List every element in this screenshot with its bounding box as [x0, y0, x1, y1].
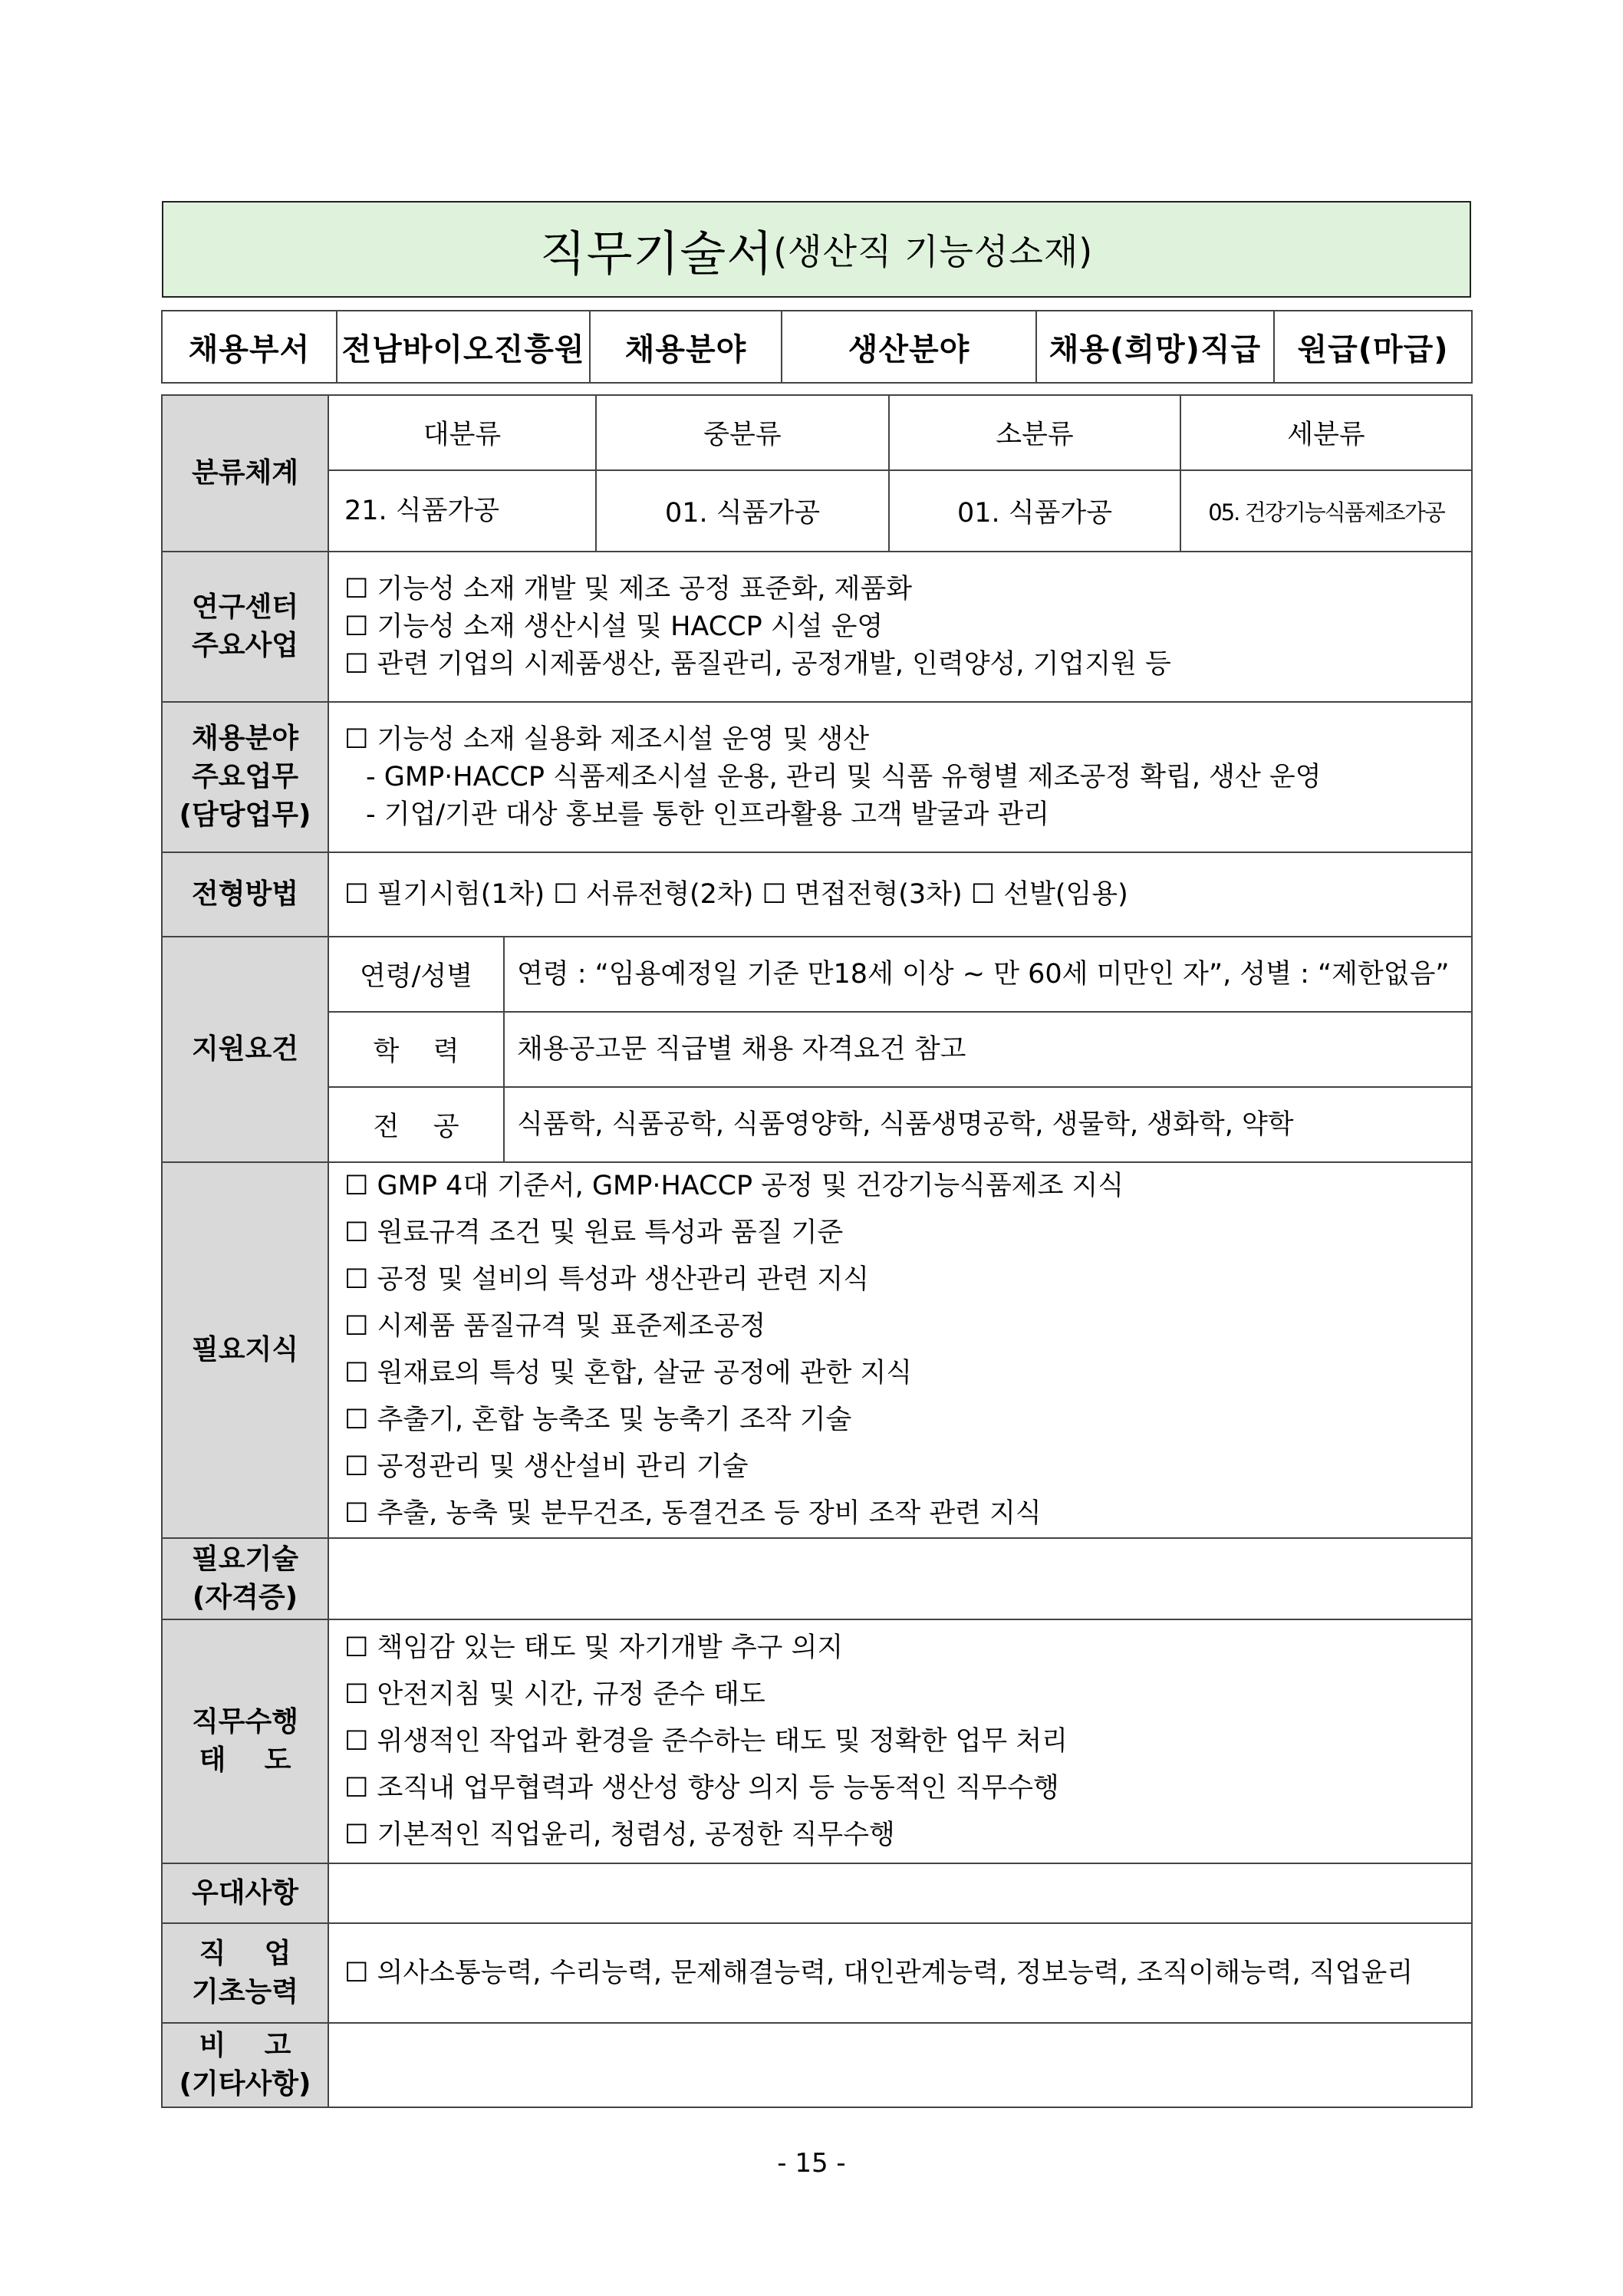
requirement-key: 학 력 — [328, 1012, 504, 1087]
remarks-content — [328, 2023, 1472, 2107]
header-field-label: 채용분야 — [590, 311, 782, 383]
research-center-label: 연구센터 주요사업 — [162, 552, 328, 702]
requirement-key: 연령/성별 — [328, 937, 504, 1012]
class-value-minor: 01. 식품가공 — [889, 470, 1180, 552]
list-item: ☐ 기본적인 직업윤리, 청렴성, 공정한 직무수행 — [344, 1819, 895, 1850]
list-item: ☐ 기능성 소재 개발 및 제조 공정 표준화, 제품화 — [344, 573, 913, 604]
attitude-label: 직무수행 태 도 — [162, 1619, 328, 1863]
header-table — [161, 310, 1473, 384]
class-header-detail: 세분류 — [1180, 395, 1472, 470]
list-item: ☐ 관련 기업의 시제품생산, 품질관리, 공정개발, 인력양성, 기업지원 등 — [344, 648, 1171, 680]
research-center-content — [328, 552, 1472, 702]
page-number: - 15 - — [777, 2148, 846, 2179]
class-header-minor: 소분류 — [889, 395, 1180, 470]
list-item: ☐ 공정관리 및 생산설비 관리 기술 — [344, 1451, 749, 1482]
knowledge-label: 필요지식 — [162, 1162, 328, 1538]
class-value-middle: 01. 식품가공 — [596, 470, 889, 552]
list-item: ☐ 원재료의 특성 및 혼합, 살균 공정에 관한 지식 — [344, 1358, 913, 1388]
list-item: - GMP·HACCP 식품제조시설 운용, 관리 및 식품 유형별 제조공정 확립, 생산 운영 — [366, 761, 1322, 792]
knowledge-content — [328, 1162, 1472, 1538]
header-field-value: 생산분야 — [782, 311, 1036, 383]
list-item: ☐ 시제품 품질규격 및 표준제조공정 — [344, 1311, 766, 1342]
main-duties-content — [328, 702, 1472, 852]
requirement-value: 식품학, 식품공학, 식품영양학, 식품생명공학, 생물학, 생화학, 약학 — [504, 1087, 1472, 1162]
class-value-detail: 05. 건강기능식품제조가공 — [1208, 499, 1444, 525]
header-grade-value: 원급(마급) — [1274, 311, 1472, 383]
requirement-key: 전 공 — [328, 1087, 504, 1162]
preference-content — [328, 1863, 1472, 1923]
list-item: ☐ GMP 4대 기준서, GMP·HACCP 공정 및 건강기능식품제조 지식 — [344, 1171, 1124, 1201]
selection-content: ☐ 필기시험(1차) ☐ 서류전형(2차) ☐ 면접전형(3차) ☐ 선발(임용) — [328, 852, 1472, 937]
remarks-label: 비 고 (기타사항) — [162, 2023, 328, 2107]
basic-ability-content: ☐ 의사소통능력, 수리능력, 문제해결능력, 대인관계능력, 정보능력, 조직이해능력, 직업윤리 — [344, 1957, 1414, 1988]
header-dept-value: 전남바이오진흥원 — [337, 311, 590, 383]
requirement-value: 연령 : “임용예정일 기준 만18세 이상 ~ 만 60세 미만인 자”, 성별 : “제한없음” — [517, 958, 1450, 990]
list-item: ☐ 공정 및 설비의 특성과 생산관리 관련 지식 — [344, 1264, 870, 1295]
list-item: ☐ 책임감 있는 태도 및 자기개발 추구 의지 — [344, 1632, 844, 1663]
list-item: ☐ 원료규격 조건 및 원료 특성과 품질 기준 — [344, 1217, 844, 1248]
skills-content — [328, 1538, 1472, 1619]
list-item: ☐ 추출, 농축 및 분무건조, 동결건조 등 장비 조작 관련 지식 — [344, 1498, 1042, 1529]
header-dept-label: 채용부서 — [162, 311, 337, 383]
title-sub: (생산직 기능성소재) — [773, 231, 1094, 272]
job-description-table — [161, 394, 1473, 2108]
class-header-middle: 중분류 — [596, 395, 889, 470]
list-item: ☐ 조직내 업무협력과 생산성 향상 의지 등 능동적인 직무수행 — [344, 1772, 1059, 1804]
list-item: ☐ 기능성 소재 생산시설 및 HACCP 시설 운영 — [344, 611, 884, 642]
selection-label: 전형방법 — [162, 852, 328, 937]
class-value-major: 21. 식품가공 — [328, 470, 596, 552]
list-item: ☐ 위생적인 작업과 환경을 준수하는 태도 및 정확한 업무 처리 — [344, 1725, 1068, 1757]
requirements-label: 지원요건 — [162, 937, 328, 1162]
requirement-value: 채용공고문 직급별 채용 자격요건 참고 — [504, 1012, 1472, 1087]
list-item: ☐ 추출기, 혼합 농축조 및 농축기 조작 기술 — [344, 1405, 852, 1435]
basic-ability-label: 직 업 기초능력 — [162, 1923, 328, 2023]
document-title — [162, 201, 1471, 298]
list-item: - 기업/기관 대상 홍보를 통한 인프라활용 고객 발굴과 관리 — [366, 799, 1050, 830]
class-header-major: 대분류 — [328, 395, 596, 470]
classification-label: 분류체계 — [162, 395, 328, 552]
list-item: ☐ 안전지침 및 시간, 규정 준수 태도 — [344, 1678, 765, 1710]
title-main: 직무기술서 — [539, 225, 774, 282]
preference-label: 우대사항 — [162, 1863, 328, 1923]
header-grade-label: 채용(희망)직급 — [1036, 311, 1274, 383]
attitude-content — [328, 1619, 1472, 1863]
list-item: ☐ 기능성 소재 실용화 제조시설 운영 및 생산 — [344, 723, 870, 755]
skills-label: 필요기술 (자격증) — [162, 1538, 328, 1619]
main-duties-label: 채용분야 주요업무 (담당업무) — [162, 702, 328, 852]
